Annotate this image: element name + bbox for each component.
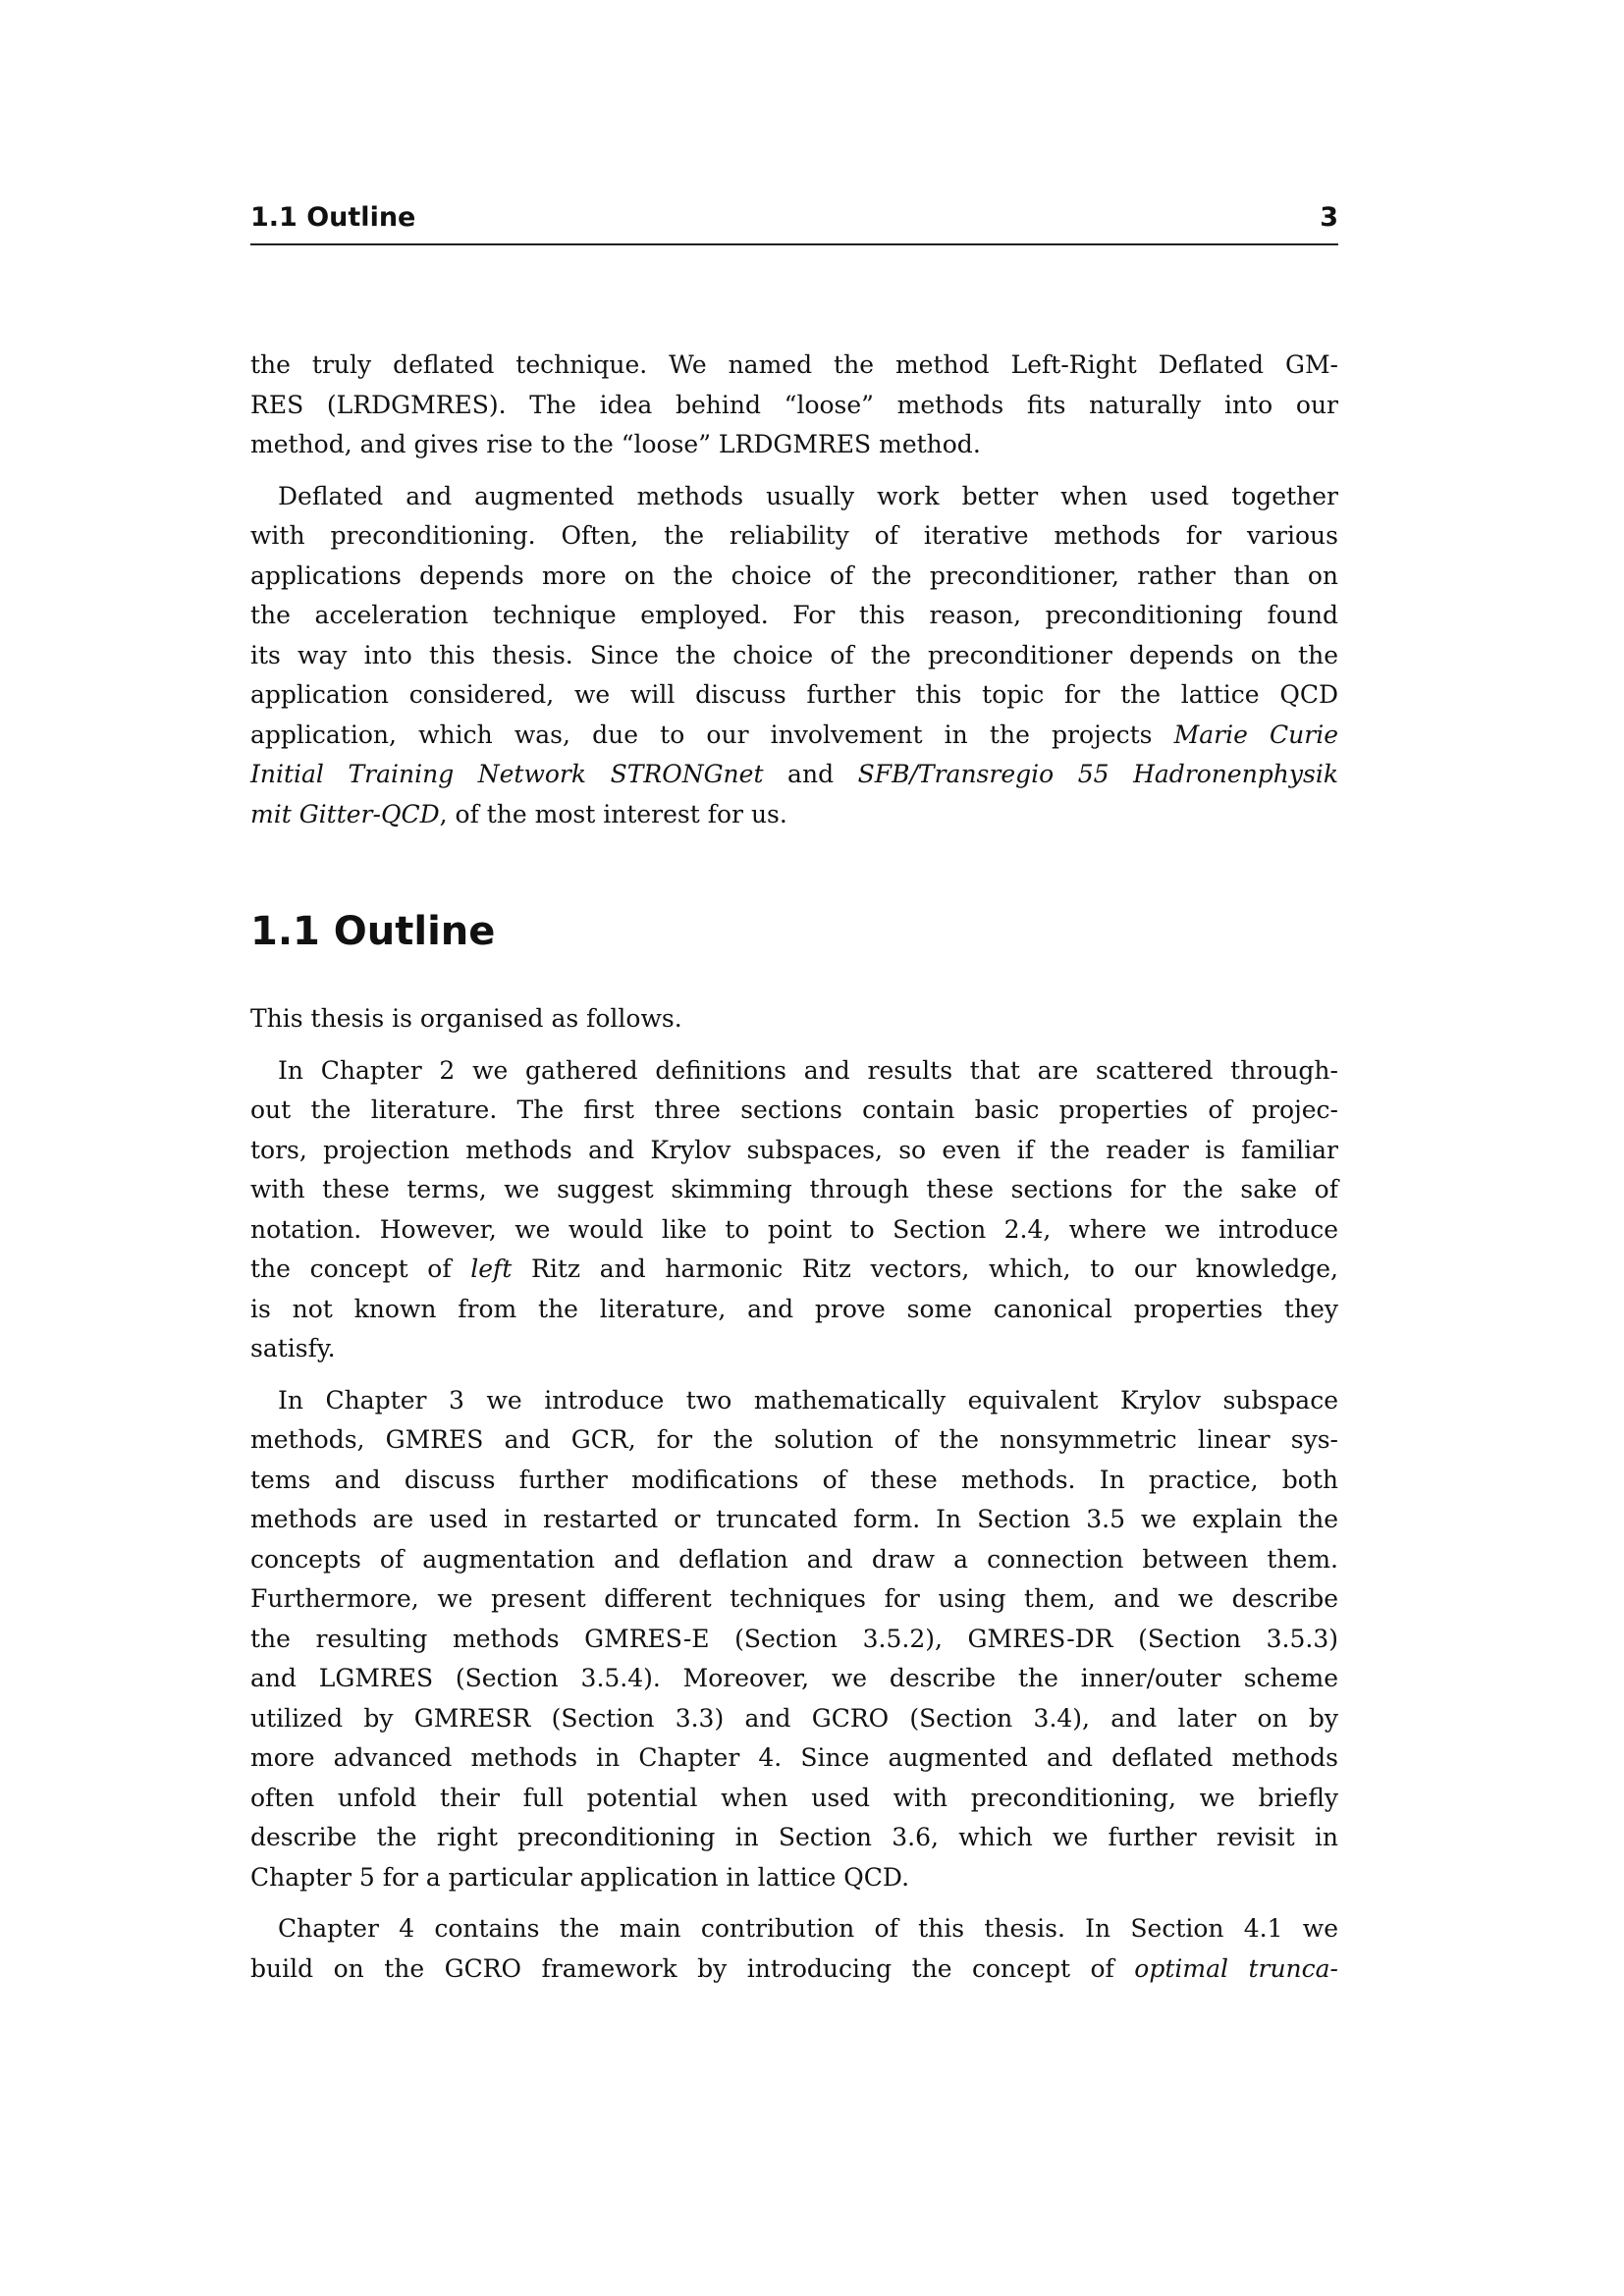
text-line [250, 1290, 1338, 1330]
text: its way into this thesis. Since the choice of the preconditioner depends on the [250, 640, 1338, 669]
section-heading: 1.1 Outline [250, 909, 496, 954]
text-line [250, 675, 1338, 716]
text-line [250, 1461, 1338, 1501]
text-line [250, 1858, 1338, 1898]
text: applications depends more on the choice of the preconditioner, rather than on [250, 561, 1338, 590]
italic-text: Marie Curie [1173, 720, 1338, 749]
text-line [250, 1949, 1338, 1990]
text-line [250, 1381, 1338, 1421]
text-line [250, 1909, 1338, 1949]
text: This thesis is organised as follows. [250, 1004, 682, 1033]
italic-text: left [470, 1255, 513, 1283]
paragraph [250, 999, 1338, 1040]
text: out the literature. The first three sections contain basic properties of projec- [250, 1095, 1338, 1124]
text-line [250, 716, 1338, 756]
text: the concept of [250, 1255, 471, 1283]
text: Ritz and harmonic Ritz vectors, which, to our knowledge, [512, 1255, 1338, 1283]
paragraph [250, 1381, 1338, 1898]
text-line [250, 795, 1338, 835]
text-line [250, 1131, 1338, 1171]
text: the acceleration technique employed. For this reason, preconditioning found [250, 601, 1338, 629]
text-line [250, 477, 1338, 517]
text: with preconditioning. Often, the reliability of iterative methods for various [250, 521, 1338, 550]
text-line [250, 1540, 1338, 1580]
text-line [250, 1210, 1338, 1251]
text: tems and discuss further modifications of these methods. In practice, both [250, 1465, 1338, 1494]
text-line [250, 596, 1338, 636]
text: utilized by GMRESR (Section 3.3) and GCRO (Section 3.4), and later on by [250, 1703, 1338, 1733]
text-line [250, 386, 1338, 426]
running-head-title: 1.1 Outline [250, 202, 416, 233]
text-line [250, 1051, 1338, 1092]
text: the resulting methods GMRES-E (Section 3.5.2), GMRES-DR (Section 3.5.3) [250, 1624, 1338, 1653]
paragraph [250, 477, 1338, 835]
text: is not known from the literature, and prove some canonical properties they [250, 1294, 1338, 1323]
text-line [250, 1779, 1338, 1819]
text-line [250, 755, 1338, 795]
text: satisfy. [250, 1334, 336, 1362]
text: Chapter 4 contains the main contribution of this thesis. In Section 4.1 we [278, 1914, 1338, 1943]
text-line [250, 1620, 1338, 1660]
text: application, which was, due to our involvement in the projects [250, 720, 1174, 749]
text: RES (LRDGMRES). The idea behind “loose” methods fits naturally into our [250, 390, 1338, 419]
page-number: 3 [1320, 202, 1338, 233]
text: Chapter 5 for a particular application in lattice QCD. [250, 1862, 910, 1892]
text: the truly deflated technique. We named the method Left-Right Deflated GM- [250, 350, 1338, 379]
text: In Chapter 3 we introduce two mathematically equivalent Krylov subspace [278, 1385, 1338, 1415]
text-line [250, 1738, 1338, 1779]
text: often unfold their full potential when used with preconditioning, we briefly [250, 1783, 1338, 1812]
text: and [763, 760, 858, 788]
text-line [250, 1579, 1338, 1620]
text-line [250, 1170, 1338, 1210]
text: with these terms, we suggest skimming through these sections for the sake of [250, 1175, 1338, 1203]
text-line [250, 999, 1338, 1040]
paragraph [250, 1051, 1338, 1369]
text-line [250, 1500, 1338, 1540]
text-line [250, 1250, 1338, 1290]
text-line [250, 1420, 1338, 1461]
text-line [250, 636, 1338, 676]
paragraph [250, 1909, 1338, 1989]
text-line [250, 346, 1338, 386]
text: application considered, we will discuss further this topic for the lattice QCD [250, 680, 1338, 709]
text-line [250, 1659, 1338, 1699]
text-line [250, 1091, 1338, 1131]
text: Deflated and augmented methods usually work better when used together [278, 481, 1338, 510]
italic-text: SFB/Transregio 55 Hadronenphysik [857, 760, 1339, 788]
paragraph [250, 346, 1338, 465]
text: build on the GCRO framework by introducing the concept of [250, 1953, 1135, 1983]
text-line [250, 516, 1338, 557]
text: notation. However, we would like to point to Section 2.4, where we introduce [250, 1214, 1338, 1244]
text-line [250, 1329, 1338, 1369]
page-body [250, 346, 1338, 2001]
text-line [250, 1818, 1338, 1858]
running-head [250, 200, 1338, 245]
text-line [250, 425, 1338, 465]
text-line [250, 1699, 1338, 1739]
italic-text: optimal trunca- [1134, 1953, 1338, 1983]
text: In Chapter 2 we gathered definitions and results that are scattered through- [278, 1055, 1338, 1085]
text: methods are used in restarted or truncated form. In Section 3.5 we explain the [250, 1505, 1338, 1533]
text: , of the most interest for us. [439, 799, 787, 828]
text: describe the right preconditioning in Section 3.6, which we further revisit in [250, 1823, 1338, 1851]
text-line [250, 557, 1338, 597]
italic-text: mit Gitter-QCD [250, 799, 440, 828]
text: method, and gives rise to the “loose” LRDGMRES method. [250, 430, 981, 458]
text: concepts of augmentation and deflation and draw a connection between them. [250, 1544, 1338, 1574]
text: more advanced methods in Chapter 4. Since augmented and deflated methods [250, 1743, 1338, 1772]
text: methods, GMRES and GCR, for the solution of the nonsymmetric linear sys- [250, 1425, 1338, 1454]
text: tors, projection methods and Krylov subspaces, so even if the reader is familiar [250, 1135, 1338, 1164]
text: Furthermore, we present different techniques for using them, and we describe [250, 1584, 1338, 1613]
italic-text: Initial Training Network STRONGnet [250, 760, 764, 788]
text: and LGMRES (Section 3.5.4). Moreover, we describe the inner/outer scheme [250, 1664, 1338, 1692]
